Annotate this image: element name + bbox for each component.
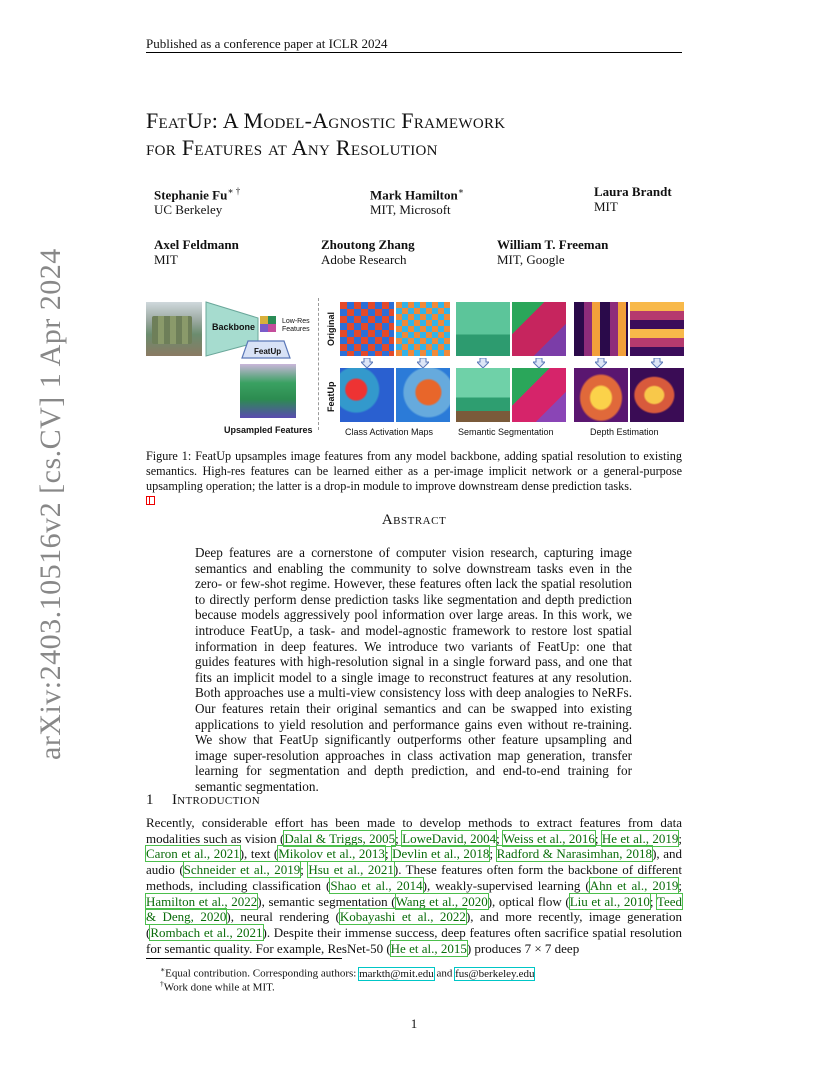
intro-text: ). These features often form the backbone of different methods, including classification ( (146, 862, 683, 893)
intro-text: ; (649, 893, 657, 909)
section-number: 1 (146, 792, 154, 808)
author-block (370, 184, 464, 217)
title-line-1: FeatUp: A Model-Agnostic Framework (146, 108, 506, 133)
depth-label: Depth Estimation (590, 427, 659, 437)
cam-label: Class Activation Maps (345, 427, 434, 437)
footnote-mark: † (160, 979, 164, 988)
title-line-2: for Features at Any Resolution (146, 135, 438, 160)
intro-text: ), semantic segmentation ( (257, 893, 396, 909)
lowres-feature-icon (260, 316, 276, 332)
email-link[interactable]: fus@berkeley.edu (455, 967, 535, 980)
intro-text: ; (678, 830, 682, 846)
author-name: Axel Feldmann (154, 237, 239, 252)
author-name: William T. Freeman (497, 237, 609, 252)
arrow-down-icon (651, 358, 663, 368)
intro-text: ), and more recently, image generation ( (146, 909, 682, 940)
intro-text: ), text ( (239, 846, 279, 862)
depth-original-tile (574, 302, 628, 356)
arxiv-stamp: arXiv:2403.10516v2 [cs.CV] 1 Apr 2024 (34, 248, 67, 760)
author-affiliation: MIT, Microsoft (370, 202, 451, 218)
author-affiliation: MIT (154, 252, 178, 267)
citation-link[interactable]: Kobayashi et al., 2022 (339, 909, 466, 925)
abstract-body: Deep features are a cornerstone of computer vision research, capturing image semantics and enabling the community to solve downstream tasks even in the zero- or few-shot regime. However, these features often lack the spatial resolution to directly perform dense prediction tasks like segmentation and depth prediction because models aggressively pool information over large areas. In this work, we introduce FeatUp, a task- and model-agnostic framework to restore lost spatial information in deep features. We introduce two variants of FeatUp: one that guides features with high-resolution signal in a single forward pass, and one that fits an implicit model to a single image to reconstruct features at any resolution. Both approaches use a multi-view consistency loss with deep analogies to NeRFs. Our features retain their original semantics and can be swapped into existing applications to yield resolution and performance gains even without re-training. We show that FeatUp significantly outperforms other feature upsampling and image super-resolution approaches in class activation map generation, transfer learning for segmentation and depth prediction, and end-to-end training for semantic segmentation. (195, 545, 632, 794)
intro-text: ; (384, 846, 393, 862)
citation-link[interactable]: Hsu et al., 2021 (308, 862, 394, 878)
annotation-marker[interactable] (146, 496, 155, 505)
depth-original-tile (630, 302, 684, 356)
figure-caption: Figure 1: FeatUp upsamples image features from any model backbone, adding spatial resolution to existing semantics. High-res features can be learned either as a per-image implicit network or a general-purpose upsampling operation; the latter is a drop-in module to improve downstream dense prediction tasks. (146, 449, 682, 493)
footnote-text: Work done while at MIT. (163, 981, 275, 994)
author-block (321, 237, 415, 267)
author-mark: ∗ (457, 186, 464, 196)
intro-text: ; (489, 846, 497, 862)
featup-block-label: FeatUp (254, 347, 282, 356)
author-affiliation: MIT, Google (497, 252, 565, 267)
seg-featup-tile (456, 368, 510, 422)
seg-label: Semantic Segmentation (458, 427, 554, 437)
lowres-label (282, 318, 310, 334)
abstract-heading: Abstract (381, 512, 447, 528)
citation-link[interactable]: LoweDavid, 2004 (402, 830, 497, 846)
intro-text: ), weakly-supervised learning ( (422, 877, 590, 893)
citation-link[interactable]: Dalal & Triggs, 2005 (284, 830, 396, 846)
row-label-featup: FeatUp (326, 381, 336, 412)
page-number: 1 (410, 1016, 418, 1031)
intro-text: ), optical flow ( (487, 893, 570, 909)
author-block (154, 184, 240, 217)
citation-link[interactable]: Ahn et al., 2019 (589, 877, 679, 893)
lowres-label-line1: Low-Res (282, 318, 310, 325)
citation-link[interactable]: Radford & Narasimhan, 2018 (496, 846, 653, 862)
depth-featup-tile (630, 368, 684, 422)
backbone-label: Backbone (212, 322, 256, 332)
author-name: Laura Brandt (594, 184, 672, 199)
citation-link[interactable]: Devlin et al., 2018 (392, 846, 490, 862)
citation-link[interactable]: Hamilton et al., 2022 (146, 893, 258, 909)
row-label-original: Original (326, 311, 336, 346)
citation-link[interactable]: Schneider et al., 2019 (183, 862, 301, 878)
citation-link[interactable]: He et al., 2019 (601, 830, 679, 846)
cam-original-tile (396, 302, 450, 356)
intro-text: ), neural rendering ( (226, 909, 340, 925)
intro-text: Recently, considerable effort has been made to develop methods to extract features from data modalities such as vision ( (146, 815, 682, 846)
arrow-down-icon (477, 358, 489, 368)
seg-original-tile (512, 302, 566, 356)
figure-1 (146, 296, 686, 442)
citation-link[interactable]: Mikolov et al., 2013 (278, 846, 385, 862)
cam-featup-tile (396, 368, 450, 422)
email-link[interactable]: markth@mit.edu (359, 967, 434, 980)
intro-paragraph (146, 815, 682, 956)
arrow-down-icon (361, 358, 373, 368)
author-name: Stephanie Fu (154, 187, 228, 203)
intro-text: ; (496, 830, 503, 846)
section-title: Introduction (172, 792, 261, 808)
citation-link[interactable]: Caron et al., 2021 (146, 846, 240, 862)
input-photo (146, 302, 202, 356)
author-affiliation: Adobe Research (321, 252, 407, 267)
upsampled-label: Upsampled Features (224, 425, 313, 435)
intro-text: ) produces 7 × 7 deep (466, 940, 580, 956)
author-block (497, 237, 608, 267)
citation-link[interactable]: Teed & Deng, 2020 (146, 893, 682, 925)
citation-link[interactable]: Rombach et al., 2021 (150, 924, 263, 940)
author-mark: ∗ † (227, 186, 241, 196)
footnote-rule (146, 958, 342, 959)
arrow-down-icon (533, 358, 545, 368)
cam-featup-tile (340, 368, 394, 422)
author-name: Mark Hamilton (370, 187, 458, 203)
upsampled-features-image (240, 364, 296, 418)
cam-original-tile (340, 302, 394, 356)
seg-featup-tile (512, 368, 566, 422)
citation-link[interactable]: He et al., 2015 (390, 940, 467, 956)
depth-featup-tile (574, 368, 628, 422)
footnote-text: Equal contribution. Corresponding authors: (165, 967, 360, 980)
author-affiliation: MIT (594, 199, 618, 214)
seg-original-tile (456, 302, 510, 356)
intro-text: ; (300, 862, 309, 878)
intro-text: ). Despite their immense success, deep features often sacrifice spatial resolution for semantic quality. For example, ResNet-50 ( (146, 924, 682, 956)
citation-link[interactable]: Weiss et al., 2016 (502, 830, 595, 846)
citation-link[interactable]: Shao et al., 2014 (330, 877, 423, 893)
section-heading (146, 792, 260, 809)
citation-link[interactable]: Liu et al., 2010 (569, 893, 650, 909)
running-header: Published as a conference paper at ICLR 2024 (146, 36, 388, 51)
arrow-down-icon (417, 358, 429, 368)
footnote-and: and (433, 967, 456, 980)
paper-title (146, 107, 505, 161)
lowres-label-line2: Features (282, 326, 310, 333)
citation-link[interactable]: Wang et al., 2020 (395, 893, 488, 909)
footnote-mark: ∗ (160, 965, 166, 974)
intro-text: ; (395, 830, 403, 846)
author-block (594, 184, 672, 214)
header-rule (146, 52, 682, 53)
intro-text: ; (678, 877, 682, 893)
intro-text: ), and audio ( (146, 846, 682, 878)
intro-text: ; (594, 830, 602, 846)
author-block (154, 237, 239, 267)
arrow-down-icon (595, 358, 607, 368)
figure-divider (318, 298, 319, 430)
author-name: Zhoutong Zhang (321, 237, 415, 252)
author-affiliation: UC Berkeley (154, 202, 223, 218)
footnote-2 (160, 977, 275, 995)
